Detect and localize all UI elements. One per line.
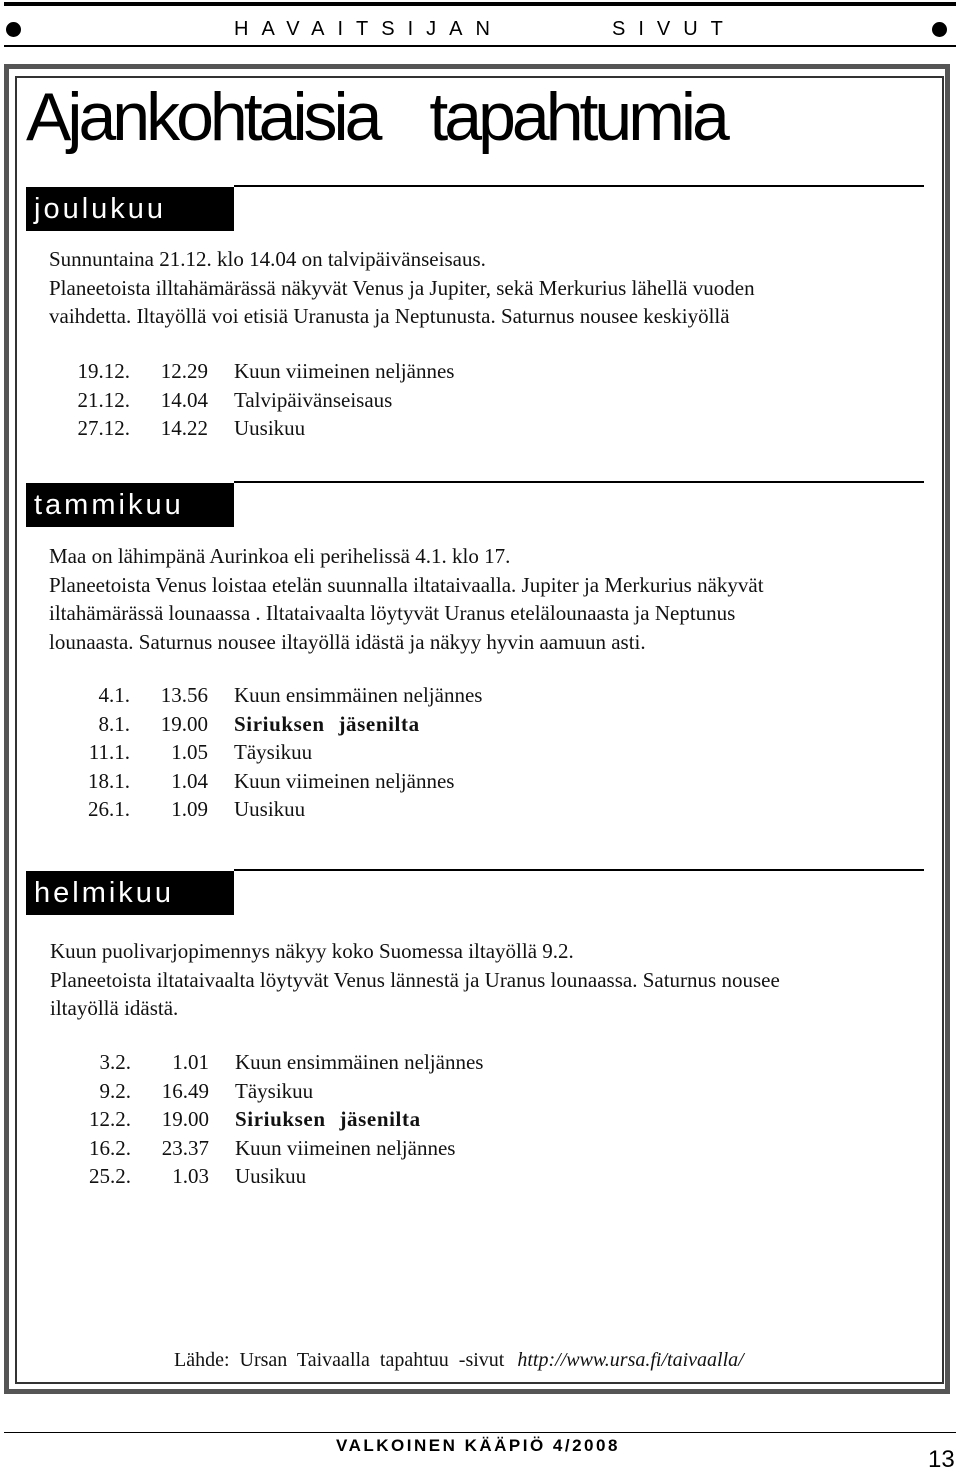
event-row: [0, 712, 700, 741]
event-time: 14.04: [160, 387, 208, 412]
event-name: Kuun viimeinen neljännes: [234, 359, 455, 383]
paragraph-line: iltayöllä idästä.: [50, 996, 179, 1020]
month-label-joulukuu: joulukuu: [26, 187, 234, 231]
month-rule: [234, 481, 924, 483]
events-tammikuu: [0, 683, 700, 826]
header-label-left: HAVAITSIJAN: [234, 18, 503, 40]
page-title: Ajankohtaisia tapahtumia: [26, 79, 726, 155]
event-date: 27.12.: [77, 416, 130, 440]
event-time: 1.05: [171, 740, 208, 764]
event-name: Uusikuu: [234, 416, 306, 440]
event-name: Kuun viimeinen neljännes: [234, 768, 455, 793]
event-name: Uusikuu: [234, 797, 306, 821]
paragraph-line: vaihdetta. Iltayöllä voi etisiä Uranusta ja Neptunusta. Saturnus nousee keskiyöllä: [49, 304, 730, 328]
event-name: Talvipäivänseisaus: [234, 387, 393, 412]
event-date: 4.1.: [98, 683, 130, 707]
paragraph-helmikuu: [50, 937, 930, 1023]
event-name: Siriuksen jäsenilta: [235, 1107, 421, 1131]
event-row: [1, 1050, 701, 1079]
paragraph-line: Planeetoista iltataivaalta löytyvät Venus lännestä ja Uranus lounaassa. Saturnus nousee: [50, 967, 780, 992]
top-rule: [4, 2, 956, 6]
paragraph-line: Kuun puolivarjopimennys näkyy koko Suomessa iltayöllä 9.2.: [50, 939, 574, 963]
page-number: 13: [928, 1446, 955, 1473]
source-line: [174, 1349, 744, 1372]
footer-rule: [4, 1432, 956, 1433]
bullet-right: [932, 22, 947, 37]
event-name: Täysikuu: [234, 740, 313, 764]
event-time: 16.49: [161, 1078, 209, 1103]
event-row: [1, 1164, 701, 1193]
event-date: 3.2.: [99, 1050, 131, 1074]
event-name: Uusikuu: [235, 1164, 307, 1188]
event-date: 26.1.: [88, 797, 130, 821]
paragraph-line: Planeetoista illtahämärässä näkyvät Venus ja Jupiter, sekä Merkurius lähellä vuoden: [49, 275, 755, 300]
event-date: 19.12.: [77, 359, 130, 383]
event-time: 19.00: [160, 711, 208, 736]
footer-publication: VALKOINEN KÄÄPIÖ 4/2008: [336, 1436, 620, 1455]
paragraph-line: lounaasta. Saturnus nousee iltayöllä idästä ja näkyy hyvin aamuun asti.: [49, 629, 646, 654]
month-label-helmikuu: helmikuu: [26, 871, 234, 915]
event-date: 12.2.: [89, 1107, 131, 1131]
event-time: 1.01: [172, 1050, 209, 1074]
event-time: 13.56: [160, 683, 208, 707]
event-time: 19.00: [161, 1107, 209, 1131]
event-row: [1, 1136, 701, 1165]
event-row: [1, 1079, 701, 1108]
source-text: Lähde: Ursan Taivaalla tapahtuu -sivut: [174, 1349, 505, 1371]
event-name: Täysikuu: [235, 1078, 314, 1103]
event-date: 18.1.: [88, 768, 130, 793]
event-row: [0, 416, 700, 445]
month-rule: [234, 185, 924, 187]
event-date: 8.1.: [98, 711, 130, 736]
event-time: 1.04: [171, 768, 208, 793]
event-date: 25.2.: [89, 1164, 131, 1188]
paragraph-joulukuu: [49, 245, 929, 331]
paragraph-line: Maa on lähimpänä Aurinkoa eli perihelissä 4.1. klo 17.: [49, 544, 511, 568]
paragraph-line: iltahämärässä lounaassa . Iltataivaalta löytyvät Uranus etelälounaasta ja Neptunus: [49, 601, 736, 625]
event-row: [0, 388, 700, 417]
event-time: 1.09: [171, 797, 208, 821]
month-label-tammikuu: tammikuu: [26, 483, 234, 527]
bullet-left: [6, 22, 21, 37]
event-date: 11.1.: [88, 740, 130, 764]
event-name: Siriuksen jäsenilta: [234, 711, 420, 736]
event-name: Kuun viimeinen neljännes: [235, 1135, 456, 1160]
paragraph-tammikuu: [49, 542, 929, 656]
paragraph-line: Planeetoista Venus loistaa etelän suunnalla iltataivaalla. Jupiter ja Merkurius näkyvät: [49, 572, 764, 597]
event-name: Kuun ensimmäinen neljännes: [234, 683, 483, 707]
event-row: [0, 683, 700, 712]
event-time: 23.37: [161, 1135, 209, 1160]
month-rule: [234, 869, 924, 871]
event-row: [0, 797, 700, 826]
event-row: [1, 1107, 701, 1136]
event-row: [0, 740, 700, 769]
event-date: 9.2.: [99, 1078, 131, 1103]
event-row: [0, 769, 700, 798]
header-rule: [4, 45, 956, 47]
event-date: 21.12.: [77, 387, 130, 412]
event-date: 16.2.: [89, 1135, 131, 1160]
events-helmikuu: [1, 1050, 701, 1193]
event-name: Kuun ensimmäinen neljännes: [235, 1050, 484, 1074]
event-row: [0, 359, 700, 388]
header-label-right: SIVUT: [612, 18, 736, 40]
event-time: 14.22: [160, 416, 208, 440]
event-time: 1.03: [172, 1164, 209, 1188]
event-time: 12.29: [160, 359, 208, 383]
source-url: http://www.ursa.fi/taivaalla/: [517, 1349, 744, 1371]
paragraph-line: Sunnuntaina 21.12. klo 14.04 on talvipäivänseisaus.: [49, 247, 486, 271]
events-joulukuu: [0, 359, 700, 445]
